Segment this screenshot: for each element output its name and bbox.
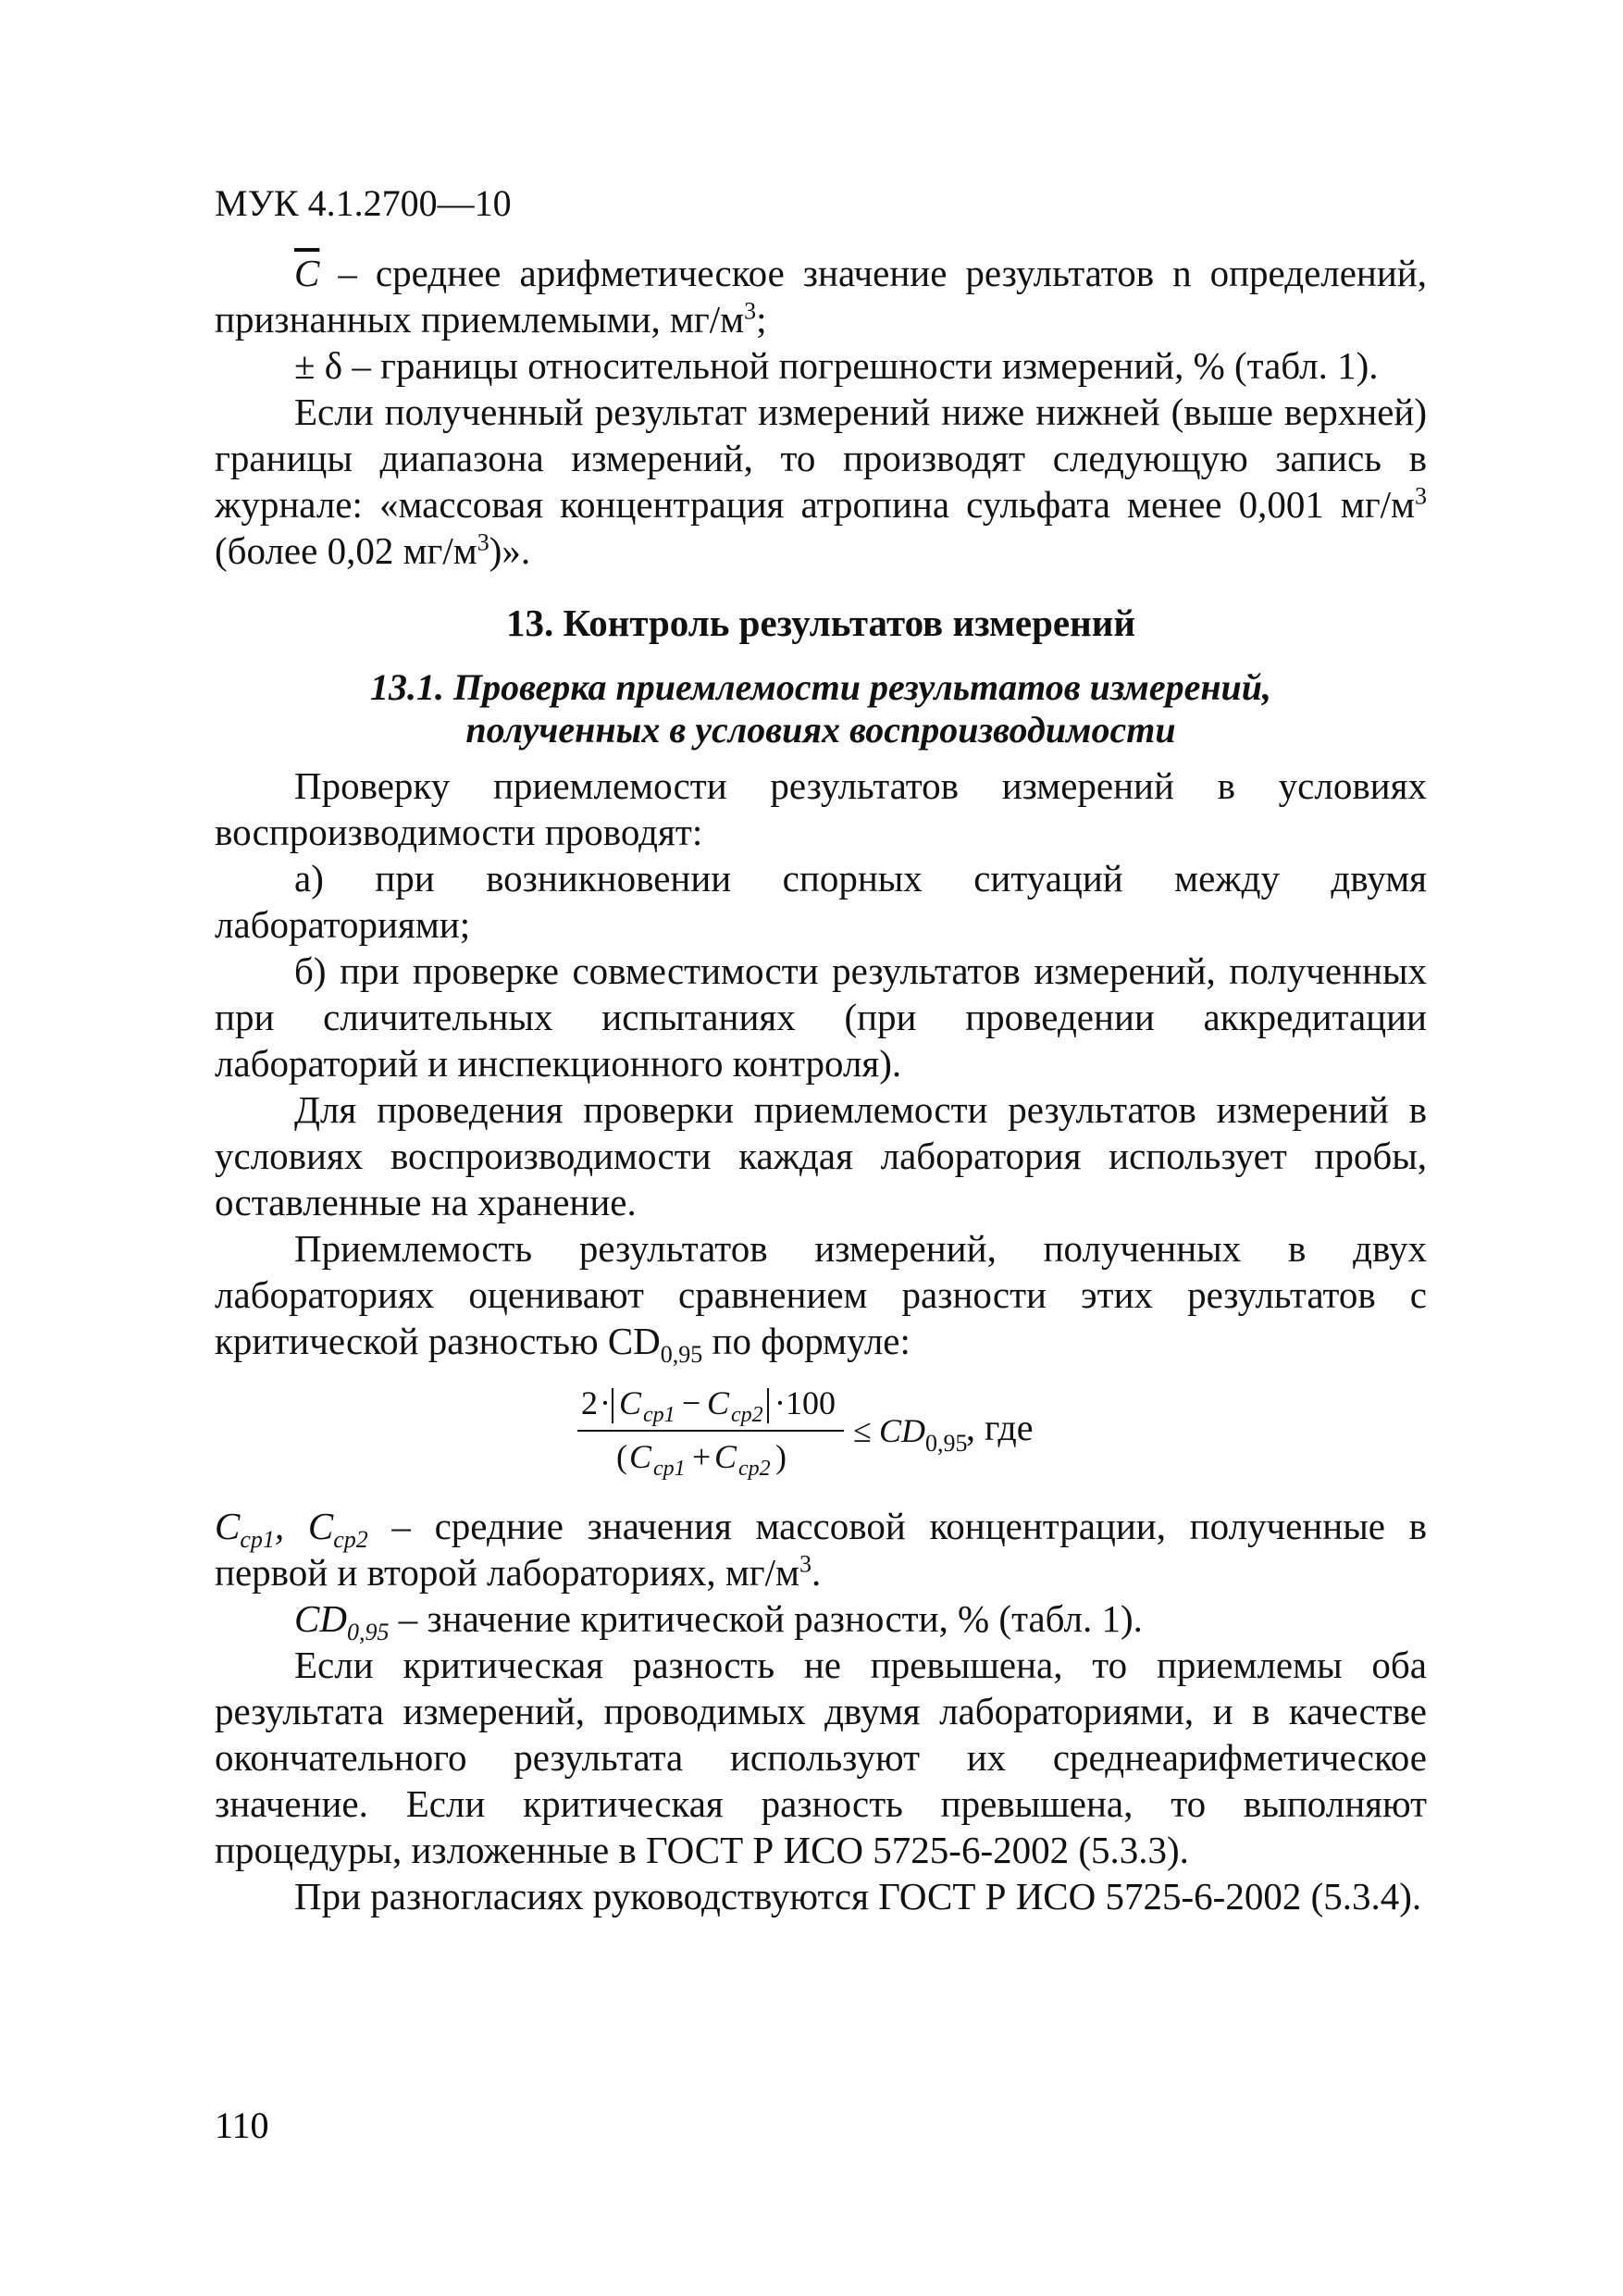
formula-c4: C bbox=[714, 1438, 737, 1475]
paragraph-critical-difference: Если критическая разность не превышена, то приемлемы оба результата измерений, проводимых двумя лабораториями, и в качестве окончательного результата используют их среднеарифметическое значение. Если критическая разность превышена, то выполняют процедуры, изложенные в ГОСТ Р ИСО 5725-6-2002 (5.3.3). bbox=[215, 1644, 1427, 1871]
formula-lparen: ( bbox=[616, 1438, 627, 1475]
document-header: МУК 4.1.2700—10 bbox=[215, 182, 512, 224]
formula-leq: ≤ bbox=[853, 1412, 872, 1449]
paragraph-item-b: б) при проверке совместимости результатов измерений, полученных при сличительных испытаниях (при проведении аккредитации лабораторий и инспекционного контроля). bbox=[215, 949, 1427, 1085]
ccp-definition-text: – средние значения массовой концентрации, полученные в первой и второй лабораториях, мг/м bbox=[215, 1505, 1428, 1594]
formula-plus: + bbox=[692, 1438, 712, 1475]
formula-block bbox=[215, 1370, 1427, 1499]
formula-c2: C bbox=[707, 1384, 730, 1421]
acceptability-text: Приемлемость результатов измерений, полученных в двух лабораториях оценивают сравнением разности этих результатов с критической разностью CD bbox=[215, 1227, 1427, 1362]
superscript: 3 bbox=[799, 1550, 812, 1578]
paragraph-acceptability bbox=[215, 1225, 1427, 1369]
formula-c1: C bbox=[619, 1384, 642, 1421]
ccp-definition-tail: . bbox=[811, 1551, 822, 1594]
formula-sub2: ср2 bbox=[731, 1403, 763, 1427]
formula-minus: − bbox=[682, 1384, 701, 1421]
paragraph-samples: Для проведения проверки приемлемости результатов измерений в условиях воспроизводимости каждая лаборатория использует пробы, оставленные на хранение. bbox=[215, 1088, 1427, 1223]
cd-subscript: 0,95 bbox=[660, 1341, 703, 1369]
paragraph-1: Проверку приемлемости результатов измерений в условиях воспроизводимости проводят: bbox=[215, 764, 1427, 853]
definition-cd bbox=[215, 1595, 1427, 1646]
ccp2-subscript: cp2 bbox=[333, 1526, 368, 1554]
range-note-part1: Если полученный результат измерений ниже нижней (выше верхней) границы диапазона измерений, то производят следующую запись в журнале: «массовая концентрация атропина сульфата менее 0,001 мг/м bbox=[215, 391, 1427, 526]
paragraph-item-a: а) при возникновении спорных ситуаций между двумя лабораториями; bbox=[215, 857, 1427, 946]
cd-def-subscript: 0,95 bbox=[346, 1619, 390, 1646]
definition-c-tail: ; bbox=[756, 298, 767, 341]
subsection-title-line1: 13.1. Проверка приемлемости результатов измерений, bbox=[369, 666, 1272, 708]
definition-delta: ± δ – границы относительной погрешности измерений, % (табл. 1). bbox=[294, 344, 1379, 387]
definition-c-text: – среднее арифметическое значение результатов n определений, признанных приемлемыми, мг/м bbox=[215, 252, 1427, 341]
cd-symbol: CD bbox=[294, 1597, 347, 1640]
formula bbox=[215, 1370, 1427, 1499]
ccp-comma: , bbox=[274, 1505, 308, 1547]
formula-suffix: , где bbox=[966, 1407, 1034, 1448]
section-title: 13. Контроль результатов измерений bbox=[506, 602, 1135, 644]
subsection-title bbox=[215, 666, 1427, 751]
formula-rparen: ) bbox=[775, 1438, 787, 1475]
formula-dot2: · bbox=[774, 1384, 786, 1421]
formula-sub3: ср1 bbox=[653, 1457, 686, 1481]
range-note-paragraph bbox=[215, 389, 1427, 574]
ccp1-subscript: cp1 bbox=[240, 1526, 275, 1554]
paragraph-disagreements: При разногласиях руководствуются ГОСТ Р ИСО 5725-6-2002 (5.3.4). bbox=[294, 1875, 1422, 1917]
range-note-part2: (более 0,02 мг/м bbox=[215, 529, 477, 572]
range-note-part3: )». bbox=[489, 529, 531, 572]
formula-cd-sub: 0,95 bbox=[925, 1430, 968, 1457]
superscript: 3 bbox=[1415, 482, 1427, 510]
formula-dot1: · bbox=[600, 1384, 611, 1421]
formula-sub1: ср1 bbox=[643, 1403, 675, 1427]
document-page bbox=[215, 180, 1427, 1919]
superscript: 3 bbox=[744, 297, 757, 325]
c-mean-symbol: $\overline{C}$ bbox=[294, 252, 320, 294]
subsection-title-line2: полученных в условиях воспроизводимости bbox=[465, 709, 1176, 751]
page-number: 110 bbox=[215, 2104, 269, 2146]
formula-c3: C bbox=[629, 1438, 652, 1475]
ccp1-symbol: C bbox=[215, 1505, 241, 1547]
formula-sub4: ср2 bbox=[738, 1457, 771, 1481]
formula-cd: CD bbox=[879, 1412, 926, 1449]
ccp2-symbol: C bbox=[307, 1505, 334, 1547]
cd-definition-text: – значение критической разности, % (табл. 1). bbox=[389, 1597, 1143, 1640]
definition-ccp bbox=[215, 1503, 1427, 1595]
superscript: 3 bbox=[477, 528, 489, 556]
acceptability-tail: по формуле: bbox=[702, 1320, 911, 1362]
formula-hundred: 100 bbox=[786, 1384, 836, 1421]
formula-two: 2 bbox=[581, 1384, 598, 1421]
definition-c-mean bbox=[215, 250, 1427, 342]
